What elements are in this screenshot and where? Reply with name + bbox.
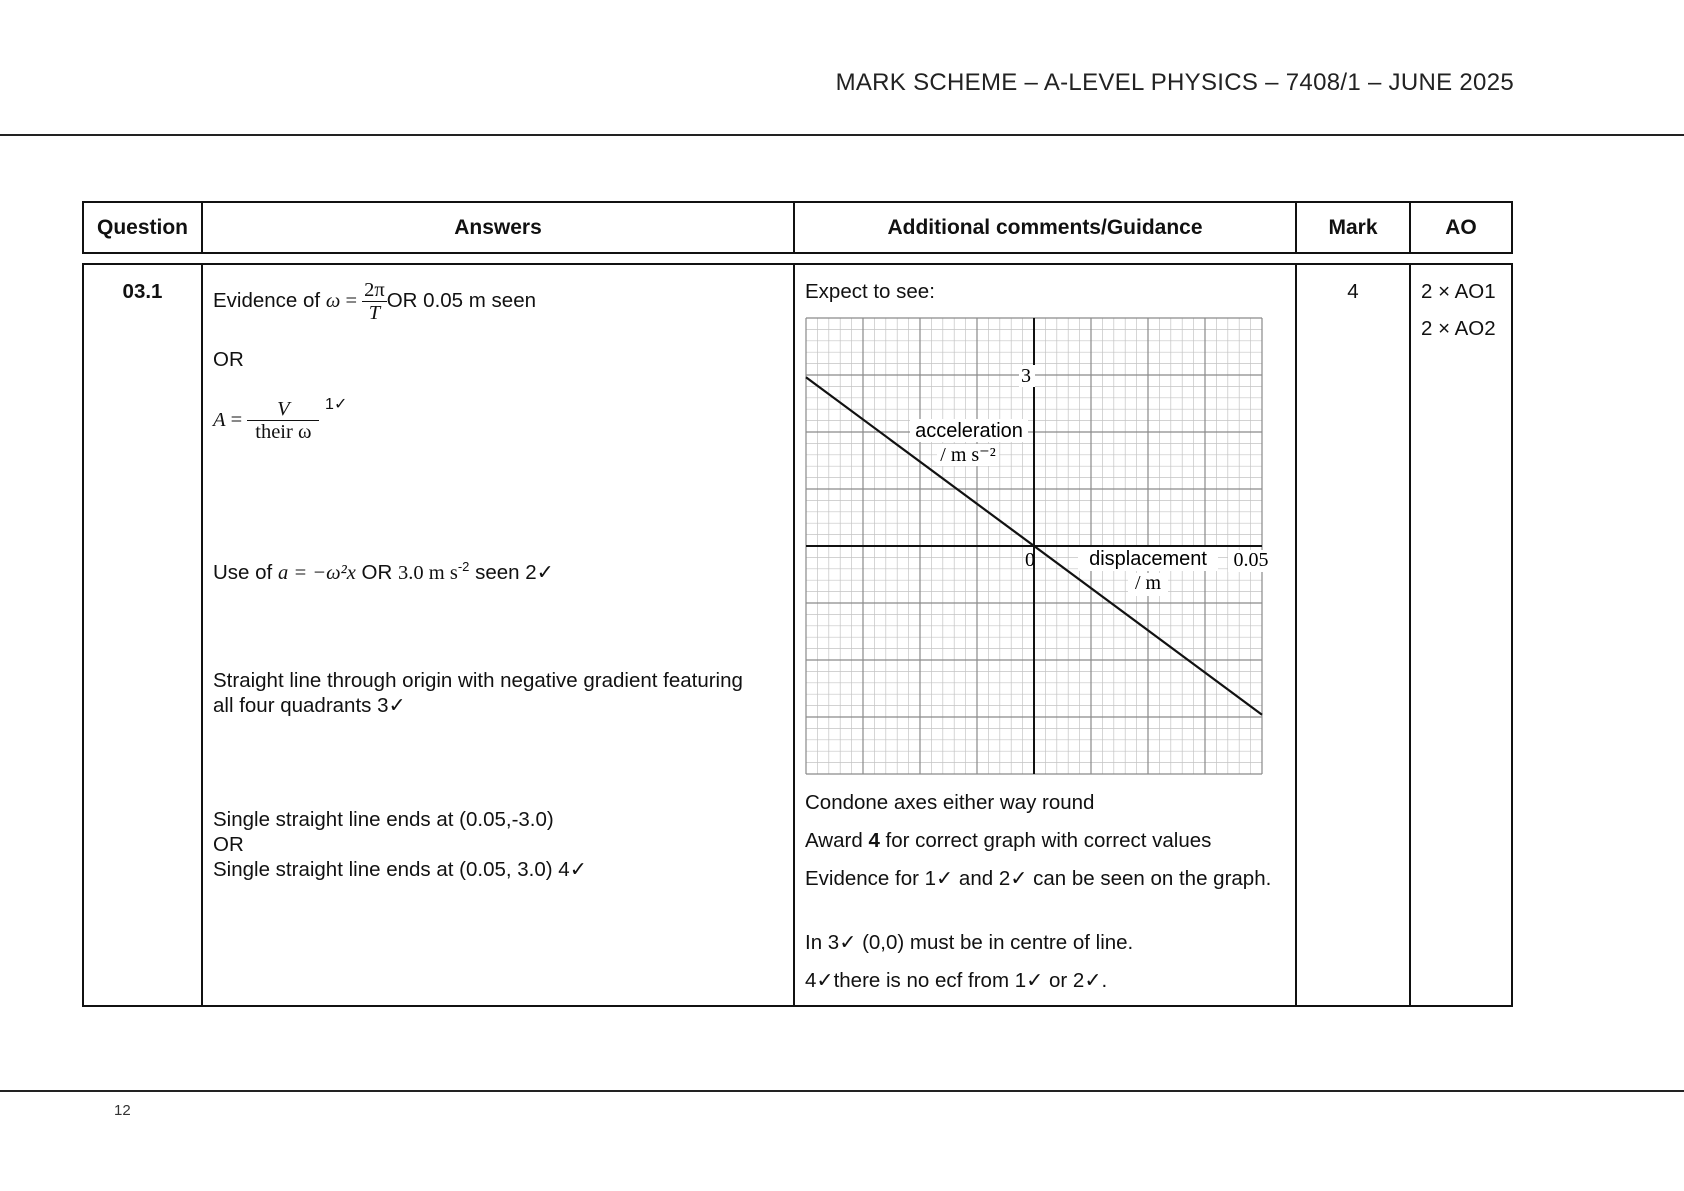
graph-ylabel: acceleration	[915, 420, 1023, 442]
mark-value: 4	[1347, 280, 1359, 303]
answer-2-fraction	[247, 398, 319, 443]
footer-rule	[0, 1090, 1684, 1092]
answer-5-line-3: Single straight line ends at (0.05, 3.0)	[213, 858, 559, 881]
guidance-cell	[793, 265, 1295, 1005]
answer-5	[213, 807, 587, 882]
table-header-row	[82, 201, 1513, 254]
table-row	[82, 263, 1513, 1007]
header-title: MARK SCHEME – A-LEVEL PHYSICS – 7408/1 – JUNE 2025	[835, 69, 1514, 96]
column-header-question: Question	[96, 215, 188, 239]
answer-2-mark: 1✓	[325, 396, 348, 413]
answer-2	[213, 398, 347, 443]
answer-5-mark: 4✓	[558, 858, 587, 881]
answer-3-suffix: seen	[469, 560, 526, 584]
graph-x-tick-label: 0.05	[1233, 549, 1269, 571]
answer-1-fraction	[362, 279, 387, 324]
column-header-mark: Mark	[1295, 203, 1409, 252]
answer-1-fraction-numerator: 2π	[364, 279, 385, 301]
guidance-2-b: 4	[868, 829, 880, 852]
column-header-guidance: Additional comments/Guidance	[793, 203, 1295, 252]
question-number: 03.1	[122, 280, 163, 303]
answer-3-or: OR	[355, 560, 398, 584]
question-cell	[84, 265, 201, 1005]
answer-2-fraction-numerator: V	[247, 398, 319, 421]
answers-cell	[201, 265, 793, 1005]
graph-y-tick-label: 3	[1021, 365, 1031, 387]
page-number: 12	[114, 1102, 131, 1119]
answer-3-prefix: Use of	[213, 560, 278, 584]
answer-2-lhs: A	[213, 408, 226, 431]
answer-3-mark: 2✓	[525, 560, 554, 584]
guidance-2	[805, 828, 1211, 853]
answer-4-line-1: Straight line through origin with negative gradient featuring	[213, 669, 743, 692]
mark-cell	[1295, 265, 1409, 1005]
answer-4	[213, 668, 743, 718]
answer-2-fraction-denominator: their ω	[255, 421, 312, 443]
header-rule	[0, 134, 1684, 136]
guidance-2-a: Award	[805, 829, 869, 852]
answer-3	[213, 554, 554, 586]
answer-4-line-2: all four quadrants	[213, 694, 378, 717]
answer-1-or-value: OR 0.05 m seen	[386, 288, 536, 312]
column-header-answers: Answers	[201, 203, 793, 252]
answer-3-value: 3.0 m s	[398, 561, 458, 584]
guidance-2-c: for correct graph with correct values	[879, 829, 1212, 852]
graph-xlabel: displacement	[1089, 548, 1207, 570]
column-header-ao: AO	[1409, 203, 1511, 252]
answer-5-or: OR	[213, 833, 244, 856]
answer-1	[213, 279, 536, 324]
answer-4-mark: 3✓	[377, 694, 406, 717]
guidance-3: Evidence for 1✓ and 2✓ can be seen on the graph.	[805, 867, 1272, 890]
ao-value-1: 2 × AO1	[1421, 280, 1496, 303]
guidance-1: Condone axes either way round	[805, 791, 1095, 814]
guidance-expect: Expect to see:	[805, 280, 935, 303]
answer-1-prefix: Evidence of	[213, 288, 326, 312]
answer-3-formula: a = −ω²x	[277, 561, 356, 584]
graph-origin-label: 0	[1025, 549, 1035, 571]
graph	[806, 318, 1269, 774]
answer-or-1: OR	[213, 348, 244, 371]
answer-5-line-1: Single straight line ends at (0.05,-3.0)	[213, 808, 554, 831]
ao-value-2: 2 × AO2	[1421, 317, 1496, 340]
answer-2-equals: =	[225, 408, 248, 431]
answer-3-exponent: -2	[457, 559, 470, 574]
guidance-5: 4✓there is no ecf from 1✓ or 2✓.	[805, 969, 1108, 992]
graph-xunit: / m	[1134, 572, 1162, 594]
answer-1-equals: =	[340, 289, 363, 312]
graph-yunit: / m s⁻²	[940, 444, 996, 466]
guidance-4: In 3✓ (0,0) must be in centre of line.	[805, 931, 1134, 954]
answer-1-omega: ω	[325, 289, 341, 312]
answer-1-fraction-denominator: T	[368, 302, 381, 324]
ao-cell	[1409, 265, 1511, 1005]
